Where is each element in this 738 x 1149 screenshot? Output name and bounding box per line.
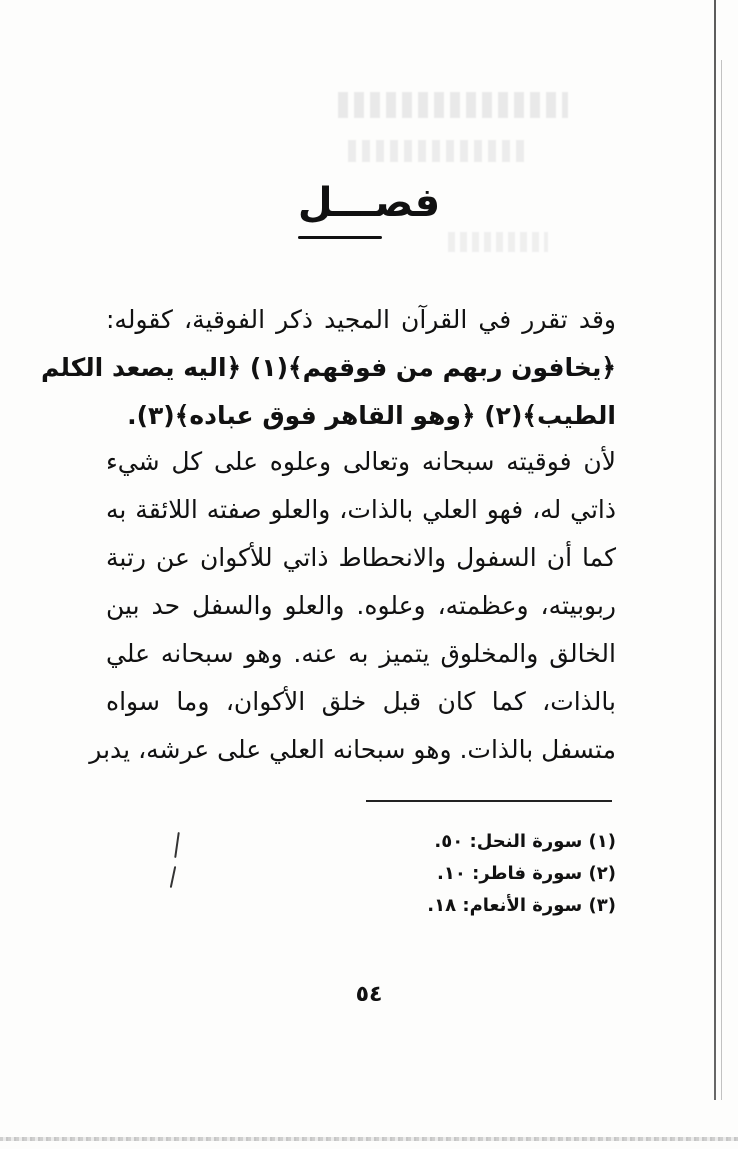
footnote-separator	[366, 800, 612, 802]
heading-underline	[298, 236, 382, 239]
text-line: لأن فوقيته سبحانه وتعالى وعلوه على كل شيء	[106, 447, 616, 476]
text-line: كما أن السفول والانحطاط ذاتي للأكوان عن رتبة	[106, 543, 616, 572]
scan-edge-shadow	[714, 0, 716, 1100]
stray-pen-mark	[170, 866, 177, 888]
scan-bottom-edge	[0, 1137, 738, 1141]
quran-quote-line: ﴿يخافون ربهم من فوقهم﴾(١) ﴿اليه يصعد الكلم	[40, 353, 616, 382]
footnote-item: (٢) سورة فاطر: ١٠.	[437, 863, 616, 884]
bleed-through-artifact	[448, 232, 548, 252]
text-line: بالذات، كما كان قبل خلق الأكوان، وما سواه	[106, 687, 616, 716]
text-line: الخالق والمخلوق يتميز به عنه. وهو سبحانه علي	[106, 639, 616, 668]
text-line: وقد تقرر في القرآن المجيد ذكر الفوقية، كقوله:	[106, 305, 616, 334]
bleed-through-artifact	[348, 140, 528, 162]
page-number: ٥٤	[355, 982, 383, 1007]
footnote-item: (١) سورة النحل: ٥٠.	[434, 831, 616, 852]
text-line: متسفل بالذات. وهو سبحانه العلي على عرشه، يدبر	[89, 735, 616, 764]
bleed-through-artifact	[338, 92, 568, 118]
stray-pen-mark	[174, 832, 180, 858]
text-line: ربوبيته، وعظمته، وعلوه. والعلو والسفل حد بين	[106, 591, 616, 620]
footnotes	[316, 826, 616, 922]
text-line: ذاتي له، فهو العلي بالذات، والعلو صفته اللائقة به	[106, 495, 616, 524]
paragraph-explanation	[89, 438, 616, 774]
section-heading: فصـــل	[297, 180, 441, 226]
paragraph-intro	[40, 296, 616, 440]
footnote-item: (٣) سورة الأنعام: ١٨.	[427, 895, 616, 916]
quran-quote-line: الطيب﴾(٢) ﴿وهو القاهر فوق عباده﴾(٣).	[127, 401, 616, 430]
